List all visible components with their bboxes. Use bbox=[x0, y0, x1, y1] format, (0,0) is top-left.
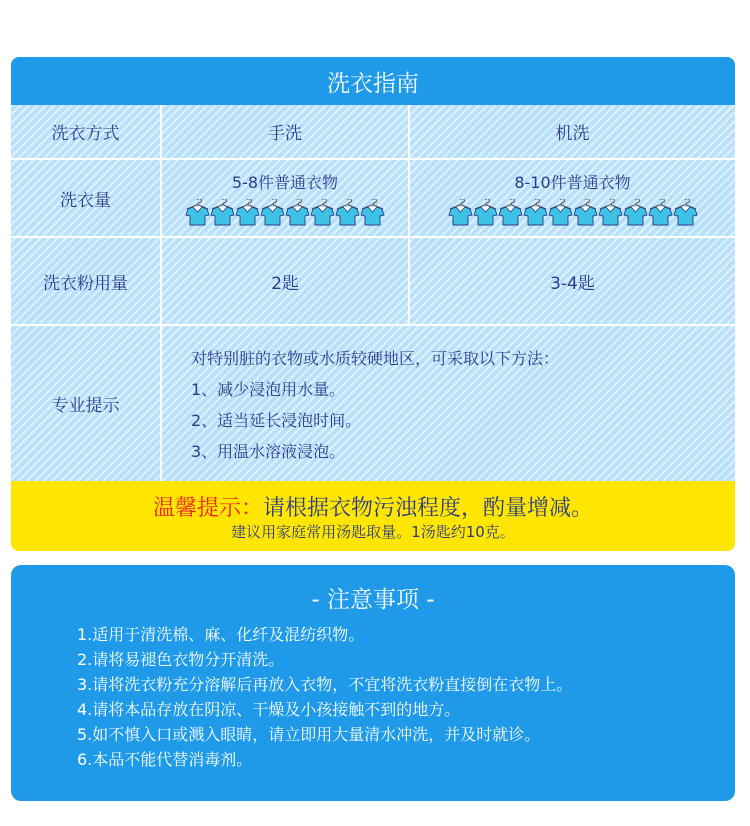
shirt-icon bbox=[498, 199, 523, 227]
shirt-icon bbox=[335, 199, 360, 227]
hand-shirt-icons bbox=[185, 199, 385, 227]
tips-item: 对特别脏的衣物或水质较硬地区，可采取以下方法： bbox=[191, 349, 560, 368]
tips-list bbox=[191, 343, 711, 467]
guide-title: 洗衣指南 bbox=[11, 57, 735, 105]
hand-load-text: 5-8件普通衣物 bbox=[231, 172, 339, 192]
notice-title: - 注意事项 - bbox=[311, 587, 435, 613]
load-label: 洗衣量 bbox=[60, 190, 111, 211]
notice-item: 4.请将本品存放在阴凉、干燥及小孩接触不到的地方。 bbox=[77, 700, 461, 719]
shirt-icon bbox=[285, 199, 310, 227]
warm-tip-main-line bbox=[11, 491, 735, 522]
machine-wash-header: 机洗 bbox=[555, 124, 590, 144]
shirt-icon bbox=[523, 199, 548, 227]
warm-tip-main: 请根据衣物污浊程度，酌量增减。 bbox=[263, 496, 594, 521]
tips-item: 3、用温水溶液浸泡。 bbox=[191, 442, 346, 461]
tips-label: 专业提示 bbox=[51, 396, 120, 416]
hand-powder-value: 2匙 bbox=[271, 273, 299, 294]
machine-shirt-icons bbox=[448, 199, 698, 227]
laundry-guide-card bbox=[11, 57, 735, 551]
notice-item: 1.适用于清洗棉、麻、化纤及混纺织物。 bbox=[77, 625, 365, 644]
notice-item: 6.本品不能代替消毒剂。 bbox=[77, 750, 253, 769]
shirt-icon bbox=[648, 199, 673, 227]
tips-item: 1、减少浸泡用水量。 bbox=[191, 380, 346, 399]
shirt-icon bbox=[210, 199, 235, 227]
notice-card bbox=[11, 565, 735, 801]
machine-powder-value: 3-4匙 bbox=[550, 273, 595, 294]
shirt-icon bbox=[310, 199, 335, 227]
shirt-icon bbox=[235, 199, 260, 227]
shirt-icon bbox=[448, 199, 473, 227]
shirt-icon bbox=[360, 199, 385, 227]
warm-tip-banner bbox=[11, 481, 735, 551]
hand-wash-header: 手洗 bbox=[268, 124, 302, 144]
tips-item: 2、适当延长浸泡时间。 bbox=[191, 411, 362, 430]
notice-list bbox=[77, 622, 717, 772]
notice-item: 3.请将洗衣粉充分溶解后再放入衣物，不宜将洗衣粉直接倒在衣物上。 bbox=[77, 675, 573, 694]
hand-load-cell bbox=[162, 160, 408, 236]
notice-item: 2.请将易褪色衣物分开清洗。 bbox=[77, 650, 285, 669]
shirt-icon bbox=[260, 199, 285, 227]
notice-item: 5.如不慎入口或溅入眼睛，请立即用大量清水冲洗，并及时就诊。 bbox=[77, 725, 541, 744]
warm-tip-label: 温馨提示： bbox=[152, 496, 263, 521]
shirt-icon bbox=[623, 199, 648, 227]
warm-tip-sub: 建议用家庭常用汤匙取量。1汤匙约10克。 bbox=[231, 523, 515, 541]
shirt-icon bbox=[573, 199, 598, 227]
shirt-icon bbox=[673, 199, 698, 227]
method-label: 洗衣方式 bbox=[51, 124, 120, 144]
machine-load-cell bbox=[410, 160, 735, 236]
shirt-icon bbox=[548, 199, 573, 227]
powder-label: 洗衣粉用量 bbox=[43, 273, 128, 294]
shirt-icon bbox=[185, 199, 210, 227]
shirt-icon bbox=[598, 199, 623, 227]
machine-load-text: 8-10件普通衣物 bbox=[514, 172, 631, 192]
shirt-icon bbox=[473, 199, 498, 227]
